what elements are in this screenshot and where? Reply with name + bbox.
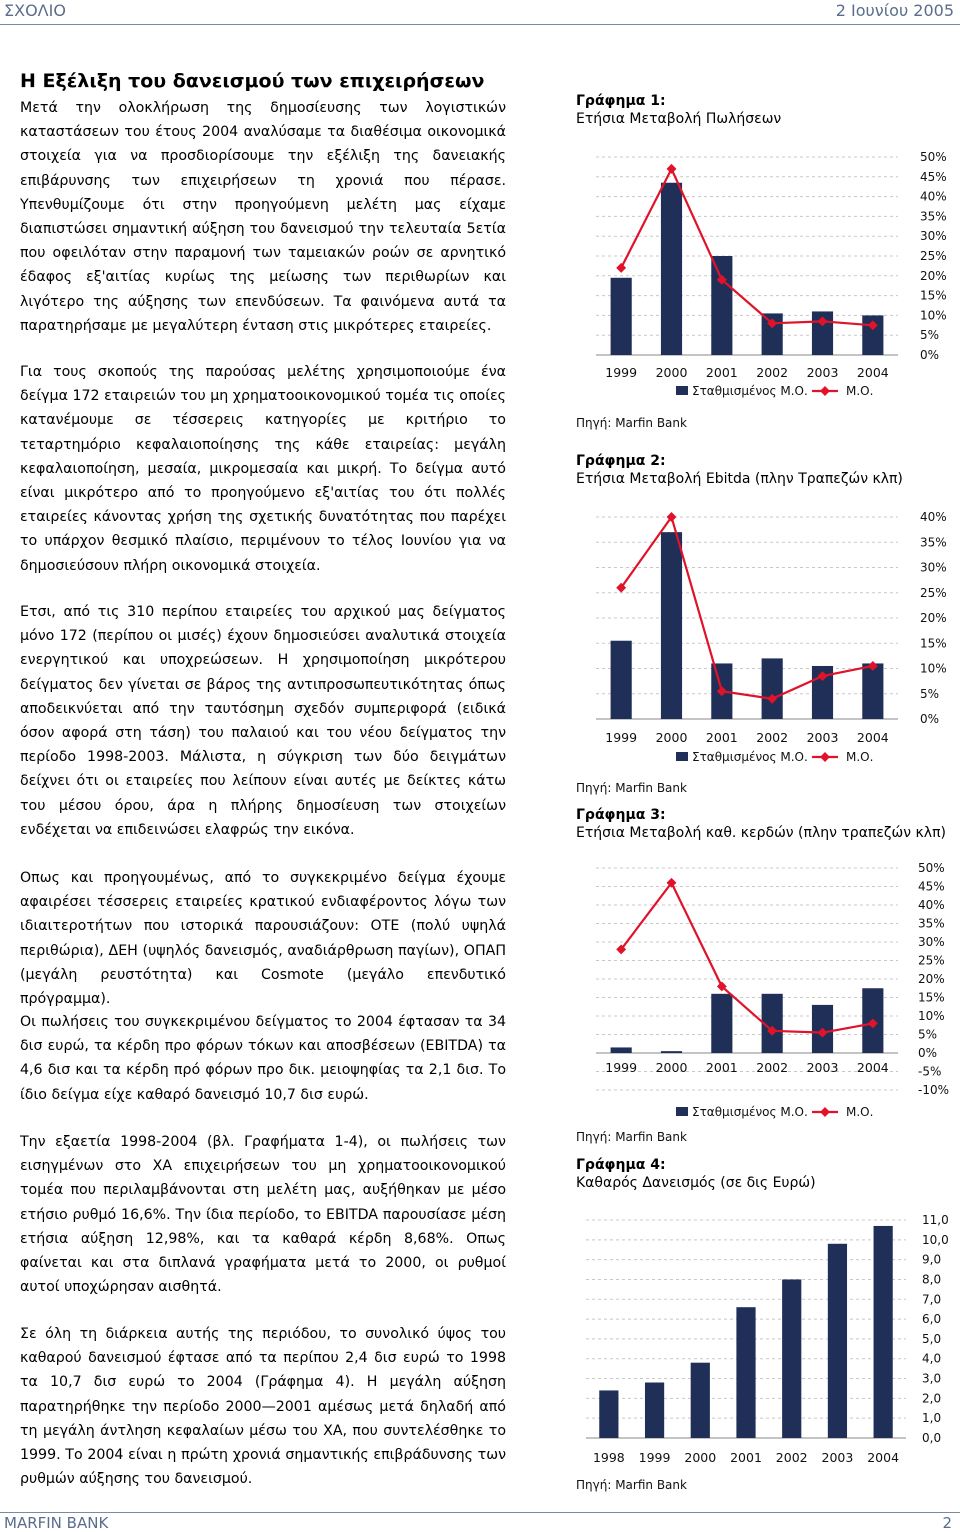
y-tick-label: 30% [920, 560, 947, 575]
y-tick-label: -10% [918, 1083, 950, 1097]
article-paragraph: Την εξαετία 1998-2004 (βλ. Γραφήματα 1-4), οι πωλήσεις των εισηγμένων στο ΧΑ επιχειρήσεων του μη χρηματοοικονομικού τομέα που περιλαμβάνονται στη μελέτη μας, αυξήθηκαν με μέσο ετήσιο ρυθμό 16,6%. Την ίδια περίοδο, το EBITDA παρουσίασε μέση ετήσια αύξηση 12,98%, και τα καθαρά κέρδη 8,68%. Οπως φαίνεται και στα διπλανά γραφήματα μετά το 2000, οι ρυθμοί αυτοί υποχώρησαν αισθητά. [20, 1134, 506, 1296]
article-paragraph: Ετσι, από τις 310 περίπου εταιρείες του αρχικού μας δείγματος μόνο 172 (περίπου οι μισές) έχουν δημοσιεύσει αναλυτικά στοιχεία ενεργητικού και υποχρεώσεων. Η χρησιμοποίηση μικρότερου δείγματος δεν γίνεται σε βάρος της αντιπροσωπευτικότητας όπως αποδεικνύεται από την ταυτόσημη σχεδόν συμπεριφορά (ειδικά όσον αφορά στη τάση) του παλαιού και του νέου δείγματος την περίοδο 1998-2003. Μάλιστα, η σύγκριση των δύο δειγμάτων δείχνει ότι οι εταιρείες που λείπουν είναι αυτές με δείκτες κάτω του μέσου όρου, άρα η πλήρης δημοσίευση των στοιχείων ενδέχεται να επιδεινώσει ελαφρώς την εικόνα. [20, 604, 506, 838]
chart-3-net-profit-change [576, 856, 960, 1122]
legend-line-marker [820, 386, 830, 396]
bar [762, 658, 783, 719]
y-tick-label: 45% [920, 169, 947, 184]
article-paragraph: Οπως και προηγουμένως, από το συγκεκριμένο δείγμα έχουμε αφαιρέσει τέσσερεις εταιρείες κρατικού ενδιαφέροντος λόγω των ιδιαιτεροτήτων που ιστορικά παρουσιάζουν: ΟΤΕ (πολύ υψηλά περιθώρια), ΔΕΗ (υψηλός δανεισμός, αναδιάρθρωση παγίων), ΟΠΑΠ (μεγάλη ρευστότητα) και Cosmote (μεγάλο επενδυτικό πρόγραμμα). [20, 870, 506, 1008]
bar [862, 663, 883, 719]
y-tick-label: 1,0 [922, 1411, 942, 1426]
y-tick-label: 40% [918, 898, 945, 912]
x-tick-label: 2004 [867, 1450, 900, 1465]
bar [828, 1244, 847, 1438]
y-tick-label: 35% [918, 916, 945, 931]
x-tick-label: 1999 [605, 365, 638, 380]
x-tick-label: 2001 [730, 1450, 762, 1465]
y-tick-label: 11,0 [922, 1213, 949, 1227]
chart-1-title: Ετήσια Μεταβολή Πωλήσεων [576, 111, 782, 127]
chart-2-ebitda-change [576, 505, 960, 767]
y-tick-label: 25% [920, 249, 947, 263]
footer-rule [0, 1512, 960, 1513]
y-tick-label: 20% [920, 268, 947, 283]
x-tick-label: 2001 [705, 1060, 738, 1075]
bar [691, 1363, 710, 1438]
header-section-label: ΣΧΟΛΙΟ [4, 1, 66, 20]
article-title: Η Εξέλιξη του δανεισμού των επιχειρήσεων [20, 70, 485, 92]
x-tick-label: 2001 [705, 730, 738, 745]
y-tick-label: 50% [918, 861, 945, 875]
x-tick-label: 2004 [856, 365, 889, 380]
x-tick-label: 2000 [655, 1060, 688, 1075]
y-tick-label: 35% [920, 209, 947, 224]
legend-bar-swatch [676, 1107, 688, 1116]
x-tick-label: 2001 [705, 365, 738, 380]
y-tick-label: 5% [918, 1027, 938, 1042]
legend-line-label: Μ.Ο. [846, 750, 874, 764]
chart-1-label: Γράφημα 1: [576, 93, 666, 109]
legend-bar-swatch [676, 752, 688, 761]
legend-bar-label: Σταθμισμένος Μ.Ο. [692, 750, 808, 764]
y-tick-label: 10% [920, 308, 947, 323]
y-tick-label: 5,0 [922, 1331, 942, 1346]
y-tick-label: 20% [918, 972, 945, 986]
y-tick-label: 5% [920, 328, 940, 343]
y-tick-label: 8,0 [922, 1272, 942, 1287]
bar [711, 256, 732, 355]
chart-4-heading [576, 1156, 816, 1192]
chart-2-title: Ετήσια Μεταβολή Ebitda (πλην Τραπεζών κλπ) [576, 471, 903, 487]
header-date: 2 Ιουνίου 2005 [835, 1, 954, 20]
chart-1-heading [576, 92, 781, 128]
y-tick-label: 15% [920, 288, 947, 303]
article-paragraph: Για τους σκοπούς της παρούσας μελέτης χρησιμοποιούμε ένα δείγμα 172 εταιρειών του μη χρηματοοικονομικού τομέα τις οποίες κατανέμουμε σε τέσσερεις κατηγορίες με κριτήριο το τεταρτημόριο κεφαλαιοποίησης της κάθε εταιρείας: μεγάλη κεφαλαιοποίηση, μεσαία, μικρομεσαία και μικρή. Το δείγμα αυτό είναι μικρότερο από το προηγούμενο εξ'αιτίας του ότι πολλές εταιρείες κάνοντας χρήση της σχετικής δυνατότητας που παρέχει το υπάρχον θεσμικό πλαίσιο, περιμένουν το τέλος Ιουνίου για να δημοσιεύσουν πλήρη οικονομικά στοιχεία. [20, 364, 506, 574]
bar [782, 1279, 801, 1438]
y-tick-label: 0% [920, 712, 940, 726]
bar [645, 1383, 664, 1438]
x-tick-label: 2002 [756, 1060, 789, 1075]
y-tick-label: 10% [920, 661, 947, 676]
article-paragraph: Οι πωλήσεις του συγκεκριμένου δείγματος το 2004 έφτασαν τα 34 δισ ευρώ, τα κέρδη προ φόρων τόκων και αποσβέσεων (EBITDA) τα 4,6 δισ και τα κέρδη πρό φόρων προ δικ. μειοψηφίας τα 2,1 δισ. Το ίδιο δείγμα είχε καθαρό δανεισμό 10,7 δισ ευρώ. [20, 1014, 506, 1103]
y-tick-label: 5% [920, 686, 940, 701]
y-tick-label: 0% [918, 1046, 938, 1060]
article-paragraph: Σε όλη τη διάρκεια αυτής της περιόδου, το συνολικό ύψος του καθαρού δανεισμού έφτασε από τα περίπου 2,4 δισ ευρώ το 1998 τα 10,7 δισ ευρώ το 2004 (Γράφημα 4). Η μεγάλη αύξηση παρατηρήθηκε την περίοδο 2000—2001 αμέσως μετά δηλαδή από τη μεγάλη άντληση κεφαλαίων μέσω του ΧΑ, που συντελέσθηκε το 1999. Το 2004 είναι η πρώτη χρονιά σημαντικής επιβράδυνσης των ρυθμών αύξησης του δανεισμού. [20, 1326, 506, 1488]
y-tick-label: 35% [920, 535, 947, 550]
y-tick-label: 30% [918, 935, 945, 949]
bar [611, 641, 632, 719]
y-tick-label: 10,0 [922, 1232, 949, 1247]
chart-4-label: Γράφημα 4: [576, 1157, 666, 1173]
y-tick-label: 15% [918, 990, 945, 1005]
y-tick-label: 7,0 [922, 1292, 942, 1307]
chart-3-label: Γράφημα 3: [576, 807, 666, 823]
x-tick-label: 1999 [605, 730, 638, 745]
y-tick-label: 10% [918, 1009, 945, 1023]
x-tick-label: 2003 [806, 730, 839, 745]
footer-page-number: 2 [942, 1514, 952, 1532]
legend-bar-label: Σταθμισμένος Μ.Ο. [692, 384, 808, 398]
bar [661, 183, 682, 355]
bar [661, 1051, 682, 1053]
chart-3-title: Ετήσια Μεταβολή καθ. κερδών (πλην τραπεζών κλπ) [576, 825, 946, 841]
legend-bar-swatch [676, 386, 688, 395]
x-tick-label: 2002 [756, 365, 789, 380]
legend-bar-label: Σταθμισμένος Μ.Ο. [692, 1105, 808, 1119]
line-point [667, 164, 677, 174]
y-tick-label: -5% [918, 1064, 942, 1079]
legend-line-marker [820, 1107, 830, 1117]
y-tick-label: 40% [920, 189, 947, 204]
series-line [621, 517, 873, 699]
x-tick-label: 1999 [638, 1450, 671, 1465]
article-paragraph: Μετά την ολοκλήρωση της δημοσίευσης των λογιστικών καταστάσεων του έτους 2004 αναλύσαμε τα διαθέσιμα οικονομικά στοιχεία για να προσδιορίσουμε την εξέλιξη της δανειακής επιβάρυνσης των επιχειρήσεων τη χρονιά που πέρασε. Υπενθυμίζουμε ότι στην προηγούμενη μελέτη μας είχαμε διαπιστώσει σημαντική αύξηση του δανεισμού την τελευταία 5ετία που οφειλόταν στην παραμονή των ταμειακών ροών σε αρνητικό έδαφος εξ'αιτίας κυρίως της μείωσης των περιθωρίων και λιγότερο της αύξησης των επενδύσεων. Τα φαινόμενα αυτά τα παρατηρήσαμε με μεγαλύτερη ένταση στις μικρότερες εταιρείες. [20, 100, 506, 334]
y-tick-label: 0% [920, 348, 940, 362]
chart-2-label: Γράφημα 2: [576, 453, 666, 469]
chart-3-source: Πηγή: Marfin Bank [576, 1130, 687, 1144]
y-tick-label: 0,0 [922, 1431, 942, 1445]
y-tick-label: 50% [920, 150, 947, 164]
chart-4-title: Καθαρός Δανεισμός (σε δις Ευρώ) [576, 1175, 816, 1191]
x-tick-label: 2003 [821, 1450, 854, 1465]
y-tick-label: 6,0 [922, 1312, 942, 1327]
chart-4-net-borrowing [576, 1206, 960, 1470]
x-tick-label: 2000 [655, 730, 688, 745]
bar [611, 1047, 632, 1053]
bar [874, 1226, 893, 1438]
line-point [616, 263, 626, 273]
x-tick-label: 2004 [856, 1060, 889, 1075]
chart-2-source: Πηγή: Marfin Bank [576, 781, 687, 795]
x-tick-label: 2000 [655, 365, 688, 380]
bar [711, 994, 732, 1053]
y-tick-label: 2,0 [922, 1391, 942, 1406]
legend-line-label: Μ.Ο. [846, 1105, 874, 1119]
y-tick-label: 30% [920, 229, 947, 244]
y-tick-label: 40% [920, 510, 947, 524]
y-tick-label: 20% [920, 611, 947, 625]
bar [599, 1390, 618, 1438]
header-rule [0, 24, 960, 25]
series-line [621, 169, 873, 325]
legend-line-marker [820, 752, 830, 762]
x-tick-label: 2003 [806, 365, 839, 380]
legend-line-label: Μ.Ο. [846, 384, 874, 398]
x-tick-label: 2000 [684, 1450, 717, 1465]
y-tick-label: 9,0 [922, 1252, 942, 1267]
y-tick-label: 25% [920, 585, 947, 600]
y-tick-label: 15% [920, 636, 947, 651]
y-tick-label: 4,0 [922, 1351, 942, 1366]
chart-4-source: Πηγή: Marfin Bank [576, 1478, 687, 1492]
y-tick-label: 3,0 [922, 1371, 942, 1386]
x-tick-label: 2002 [775, 1450, 808, 1465]
x-tick-label: 1998 [592, 1450, 625, 1465]
x-tick-label: 2003 [806, 1060, 839, 1075]
chart-3-heading [576, 806, 946, 842]
bar [736, 1307, 755, 1438]
footer-brand: MARFIN BANK [4, 1514, 109, 1532]
y-tick-label: 25% [918, 953, 945, 968]
x-tick-label: 1999 [605, 1060, 638, 1075]
bar [661, 532, 682, 719]
x-tick-label: 2004 [856, 730, 889, 745]
bar [611, 278, 632, 355]
y-tick-label: 45% [918, 879, 945, 894]
chart-2-heading [576, 452, 903, 488]
page-footer [0, 1512, 960, 1531]
page-header [0, 0, 960, 26]
x-tick-label: 2002 [756, 730, 789, 745]
chart-1-source: Πηγή: Marfin Bank [576, 416, 687, 430]
chart-1-sales-change [576, 145, 960, 400]
